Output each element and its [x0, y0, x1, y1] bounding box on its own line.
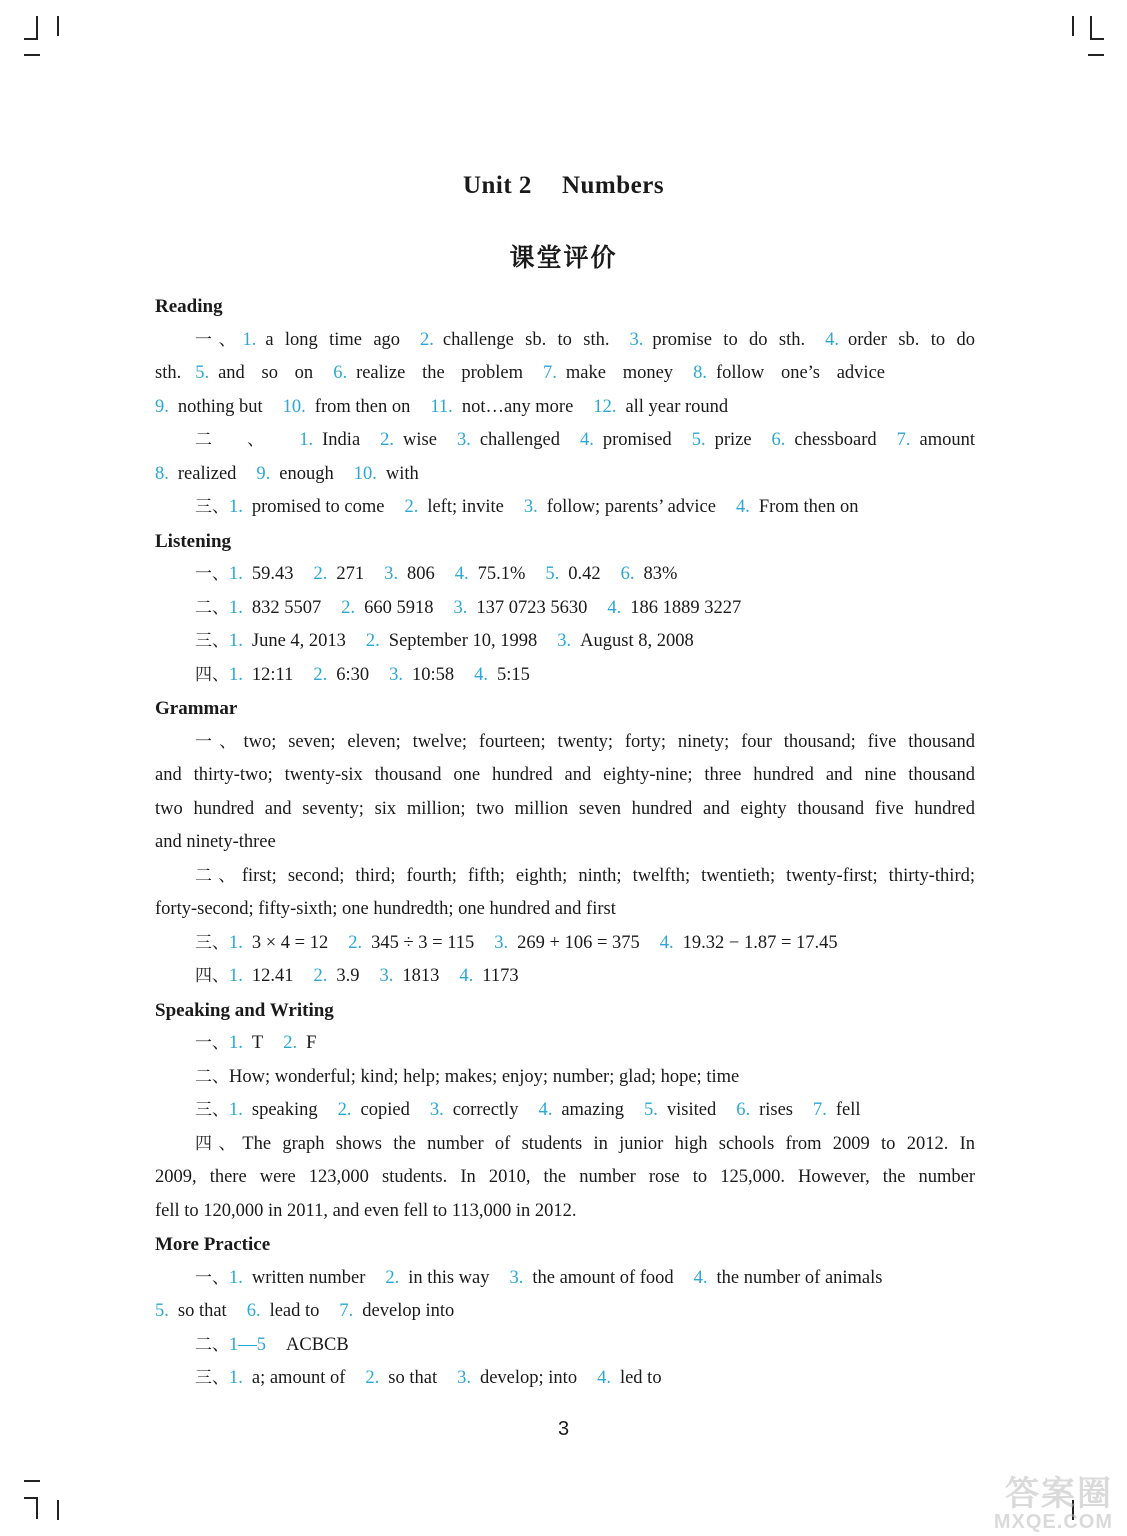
listening-p4-marker: 四、 [195, 664, 229, 685]
item-number: 2. [385, 1267, 400, 1288]
reading-p1-line2-lead: sth. [155, 363, 182, 383]
more-p1-line1 [155, 1262, 975, 1296]
item-number: 11. [430, 396, 453, 417]
reading-p2-line1 [155, 424, 975, 458]
grammar-p1-marker: 一、 [195, 731, 244, 752]
listening-heading: Listening [155, 530, 232, 552]
crop-mark-bottom-left [36, 1497, 38, 1519]
item-answer: promised to come [251, 497, 385, 517]
item-number: 10. [353, 463, 377, 484]
watermark-top: 答案圈 [1005, 1474, 1113, 1514]
grammar-p1-line2: and thirty-two; twenty-six thousand one hundred and eighty-nine; three hundred and nine thousand [155, 765, 975, 785]
item-answer: rises [759, 1100, 794, 1120]
item-number: 6. [620, 564, 635, 584]
speaking-p4-line2: 2009, there were 123,000 students. In 2010, the number rose to 125,000. However, the number [155, 1167, 975, 1187]
listening-p1 [155, 558, 975, 592]
item-number: 4. [474, 664, 488, 685]
speaking-p2-text: How; wonderful; kind; help; makes; enjoy; number; glad; hope; time [229, 1066, 740, 1087]
unit-topic: Numbers [561, 172, 665, 199]
item-answer: prize [714, 430, 752, 450]
item-answer: June 4, 2013 [251, 631, 346, 651]
answer-items [229, 598, 741, 618]
answer-items [242, 330, 975, 350]
more-p3 [155, 1362, 975, 1396]
item-number: 2. [341, 597, 356, 618]
item-answer: 0.42 [568, 564, 601, 584]
item-number: 2. [365, 631, 380, 651]
crop-mark-bottom-left [24, 1480, 40, 1482]
item-number: 3. [523, 497, 538, 517]
page-number: 3 [557, 1418, 570, 1440]
item-answer: 12.41 [251, 966, 294, 986]
answer-items [299, 430, 975, 450]
item-number: 1. [229, 564, 243, 584]
speaking-p4-line1 [155, 1128, 975, 1162]
item-answer: F [306, 1033, 317, 1053]
item-answer: 5:15 [497, 664, 530, 685]
grammar-p1-line4: and ninety-three [155, 832, 276, 852]
item-number: 5. [195, 363, 210, 383]
item-number: 12. [593, 396, 617, 417]
item-answer: so that [388, 1368, 438, 1388]
item-number: 3. [457, 1368, 471, 1388]
item-number: 4. [454, 564, 469, 584]
item-number: 4. [735, 497, 750, 517]
item-answer: 1813 [402, 966, 440, 986]
item-number: 2. [313, 966, 328, 986]
item-answer: 83% [643, 564, 678, 584]
item-answer: amount [919, 430, 975, 450]
item-answer: and so on [218, 363, 314, 383]
item-answer: August 8, 2008 [580, 631, 694, 651]
item-answer: with [385, 463, 419, 484]
item-number: 3. [389, 664, 403, 685]
item-number: 3. [629, 329, 644, 350]
item-answer: 345 ÷ 3 = 115 [371, 932, 475, 953]
more-practice-heading: More Practice [155, 1234, 271, 1255]
item-answer: 1173 [482, 966, 519, 986]
answer-items [229, 665, 530, 685]
speaking-p1 [155, 1027, 975, 1061]
answer-items [155, 464, 419, 484]
listening-p3-marker: 三、 [195, 631, 229, 651]
item-answer: 806 [407, 564, 435, 584]
more-p1-line2 [155, 1295, 975, 1329]
grammar-p2-text: first; second; third; fourth; fifth; eighth; ninth; twelfth; twentieth; twenty-first; thirty-third; [241, 865, 975, 886]
item-answer: nothing but [177, 396, 263, 417]
item-answer: lead to [269, 1301, 320, 1321]
item-answer: from then on [314, 396, 411, 417]
item-answer: copied [360, 1100, 410, 1120]
item-number: 7. [896, 430, 911, 450]
answer-items [195, 363, 885, 383]
item-answer: realize the problem [356, 363, 524, 383]
item-answer: 3 × 4 = 12 [251, 932, 329, 953]
answer-items [229, 631, 694, 651]
item-number: 2. [313, 664, 328, 685]
item-answer: a long time ago [265, 329, 401, 350]
item-number: 8. [155, 463, 169, 484]
answer-items [229, 933, 838, 953]
answer-items [229, 966, 519, 986]
item-number: 3. [557, 631, 572, 651]
item-number: 1—5 [229, 1334, 266, 1355]
crop-mark-top-right [1090, 16, 1092, 38]
item-number: 4. [693, 1267, 708, 1288]
more-p2-marker: 二、 [195, 1334, 229, 1355]
item-number: 7. [543, 363, 557, 383]
item-number: 2. [420, 329, 434, 350]
unit-title [0, 172, 1127, 200]
section-title: 课堂评价 [509, 243, 618, 272]
item-number: 1. [229, 497, 243, 517]
item-answer: left; invite [427, 497, 504, 517]
unit-label: Unit 2 [462, 172, 532, 199]
item-answer: promised [602, 430, 672, 450]
item-number: 2. [337, 1100, 352, 1120]
item-answer: develop; into [479, 1368, 578, 1388]
item-number: 5. [691, 430, 706, 450]
grammar-p2-marker: 二、 [195, 865, 242, 886]
item-answer: 6:30 [336, 664, 370, 685]
listening-p4 [155, 659, 975, 693]
item-answer: all year round [625, 396, 729, 417]
item-number: 4. [659, 932, 674, 953]
item-number: 8. [693, 363, 707, 383]
item-number: 4. [579, 430, 594, 450]
item-number: 10. [282, 396, 306, 417]
item-number: 6. [736, 1100, 751, 1120]
grammar-p1-line1 [155, 726, 975, 760]
crop-mark-top-left [36, 16, 38, 38]
speaking-p1-marker: 一、 [195, 1033, 229, 1053]
speaking-heading: Speaking and Writing [155, 999, 334, 1021]
answer-items [229, 1100, 861, 1120]
item-number: 1. [229, 1100, 243, 1120]
item-answer: challenged [479, 430, 560, 450]
item-number: 3. [494, 932, 509, 953]
item-number: 7. [813, 1100, 827, 1120]
item-number: 3. [384, 564, 398, 584]
item-answer: chessboard [794, 430, 877, 450]
listening-p2 [155, 592, 975, 626]
item-answer: follow; parents’ advice [546, 497, 716, 517]
item-answer: realized [177, 463, 237, 484]
grammar-p2-line1 [155, 860, 975, 894]
item-answer: the amount of food [532, 1267, 674, 1288]
grammar-p3-marker: 三、 [195, 932, 229, 953]
watermark-bottom: MXQE.COM [993, 1511, 1113, 1533]
answer-items [229, 1368, 662, 1388]
item-answer: speaking [251, 1100, 318, 1120]
item-answer: enough [279, 463, 334, 484]
item-number: 5. [545, 564, 560, 584]
item-answer: a; amount of [251, 1368, 346, 1388]
item-answer: challenge sb. to sth. [442, 329, 610, 350]
item-answer: 3.9 [336, 966, 360, 986]
speaking-p4-marker: 四、 [195, 1133, 243, 1154]
item-answer: September 10, 1998 [388, 631, 538, 651]
reading-heading: Reading [155, 296, 223, 317]
item-answer: correctly [452, 1100, 519, 1120]
reading-p3-line1 [155, 491, 975, 525]
item-answer: 12:11 [251, 664, 294, 685]
crop-mark-top-left [24, 38, 38, 40]
item-number: 2. [313, 564, 328, 584]
reading-p2-marker: 二、 [195, 430, 300, 450]
item-number: 1. [229, 932, 243, 953]
item-answer: 660 5918 [364, 597, 434, 618]
listening-p3 [155, 625, 975, 659]
grammar-p4-marker: 四、 [195, 966, 229, 986]
item-number: 9. [155, 396, 169, 417]
item-number: 4. [538, 1100, 553, 1120]
item-number: 3. [453, 597, 468, 618]
item-answer: 137 0723 5630 [476, 597, 588, 618]
item-answer: follow one’s advice [715, 363, 885, 383]
speaking-p3-marker: 三、 [195, 1100, 229, 1120]
item-answer: make money [565, 363, 674, 383]
item-answer: written number [251, 1267, 366, 1288]
item-answer: 271 [336, 564, 365, 584]
item-answer: From then on [758, 497, 859, 517]
item-number: 6. [771, 430, 786, 450]
crop-mark-top-right [1088, 54, 1104, 56]
item-number: 4. [607, 597, 622, 618]
item-number: 2. [365, 1368, 380, 1388]
item-answer: so that [177, 1301, 227, 1321]
item-number: 6. [246, 1301, 261, 1321]
item-answer: 59.43 [251, 564, 294, 584]
reading-p1-marker: 一、 [195, 329, 243, 350]
item-answer: wise [403, 430, 437, 450]
item-number: 1. [229, 1368, 243, 1388]
item-number: 5. [644, 1100, 658, 1120]
item-number: 4. [459, 966, 474, 986]
item-answer: India [322, 430, 361, 450]
crop-mark-top-left [24, 54, 40, 56]
item-answer: order sb. to do [847, 329, 975, 350]
speaking-p4-text: The graph shows the number of students in junior high schools from 2009 to 2012. In [242, 1133, 975, 1154]
more-p2-answer: ACBCB [286, 1334, 349, 1355]
answer-items [229, 1268, 883, 1288]
speaking-p2 [155, 1061, 975, 1095]
answer-items [155, 1301, 454, 1321]
answer-content [155, 290, 975, 1396]
grammar-p1-text: two; seven; eleven; twelve; fourteen; twenty; forty; ninety; four thousand; five thousand [243, 731, 975, 752]
item-number: 1. [229, 1033, 243, 1053]
item-number: 5. [155, 1301, 169, 1321]
item-number: 2. [283, 1033, 298, 1053]
grammar-heading: Grammar [155, 698, 238, 719]
speaking-p3 [155, 1094, 975, 1128]
item-answer: 75.1% [477, 564, 526, 584]
speaking-p2-marker: 二、 [195, 1066, 229, 1087]
item-number: 2. [380, 430, 395, 450]
item-answer: not…any more [461, 396, 574, 417]
item-answer: the number of animals [716, 1267, 883, 1288]
answer-items [229, 1033, 316, 1053]
item-answer: 186 1889 3227 [630, 597, 742, 618]
more-p1-marker: 一、 [195, 1267, 229, 1288]
item-number: 3. [429, 1100, 444, 1120]
reading-p1-line2 [155, 357, 975, 391]
item-number: 3. [509, 1267, 524, 1288]
item-number: 2. [404, 497, 419, 517]
item-number: 7. [339, 1301, 354, 1321]
item-answer: fell [835, 1100, 861, 1120]
grammar-p4 [155, 960, 975, 994]
listening-p2-marker: 二、 [195, 597, 229, 618]
item-answer: 10:58 [411, 664, 455, 685]
item-number: 1. [229, 664, 243, 685]
crop-mark-top-left [57, 16, 59, 36]
item-answer: T [251, 1033, 264, 1053]
answer-items [229, 564, 677, 584]
item-answer: in this way [408, 1267, 490, 1288]
item-number: 1. [242, 329, 257, 350]
crop-mark-top-right [1090, 38, 1104, 40]
speaking-p4-line3: fell to 120,000 in 2011, and even fell to 113,000 in 2012. [155, 1200, 577, 1221]
item-answer: develop into [362, 1301, 455, 1321]
item-number: 4. [825, 329, 839, 350]
item-answer: 832 5507 [251, 597, 322, 618]
item-answer: led to [619, 1368, 662, 1388]
grammar-p1-line3: two hundred and seventy; six million; two million seven hundred and eighty thousand five hundred [155, 798, 975, 819]
item-answer: visited [666, 1100, 717, 1120]
reading-p1-line1 [155, 324, 975, 358]
item-number: 1. [229, 597, 243, 618]
item-number: 2. [348, 932, 363, 953]
item-number: 3. [379, 966, 394, 986]
reading-p3-marker: 三、 [195, 497, 229, 517]
more-p2 [155, 1329, 975, 1363]
listening-p1-marker: 一、 [195, 564, 229, 584]
item-answer: promise to do sth. [652, 329, 806, 350]
crop-mark-bottom-left [57, 1500, 59, 1520]
reading-p1-line3 [155, 391, 975, 425]
item-number: 1. [299, 430, 314, 450]
grammar-p3 [155, 927, 975, 961]
item-answer: amazing [561, 1100, 624, 1120]
item-answer: 269 + 106 = 375 [517, 932, 640, 953]
watermark-logo [933, 1466, 1113, 1533]
item-number: 1. [229, 1267, 243, 1288]
item-number: 1. [229, 966, 243, 986]
item-number: 9. [256, 463, 271, 484]
answer-items [155, 397, 728, 417]
item-number: 4. [597, 1368, 611, 1388]
grammar-p2-line2: forty-second; fifty-sixth; one hundredth; one hundred and first [155, 899, 616, 919]
item-answer: 19.32 − 1.87 = 17.45 [682, 932, 838, 953]
more-p3-marker: 三、 [195, 1368, 229, 1388]
reading-p2-line2 [155, 458, 975, 492]
item-number: 6. [333, 363, 348, 383]
crop-mark-top-right [1072, 16, 1074, 36]
answer-items [229, 497, 859, 517]
item-number: 3. [456, 430, 471, 450]
item-number: 1. [229, 631, 243, 651]
